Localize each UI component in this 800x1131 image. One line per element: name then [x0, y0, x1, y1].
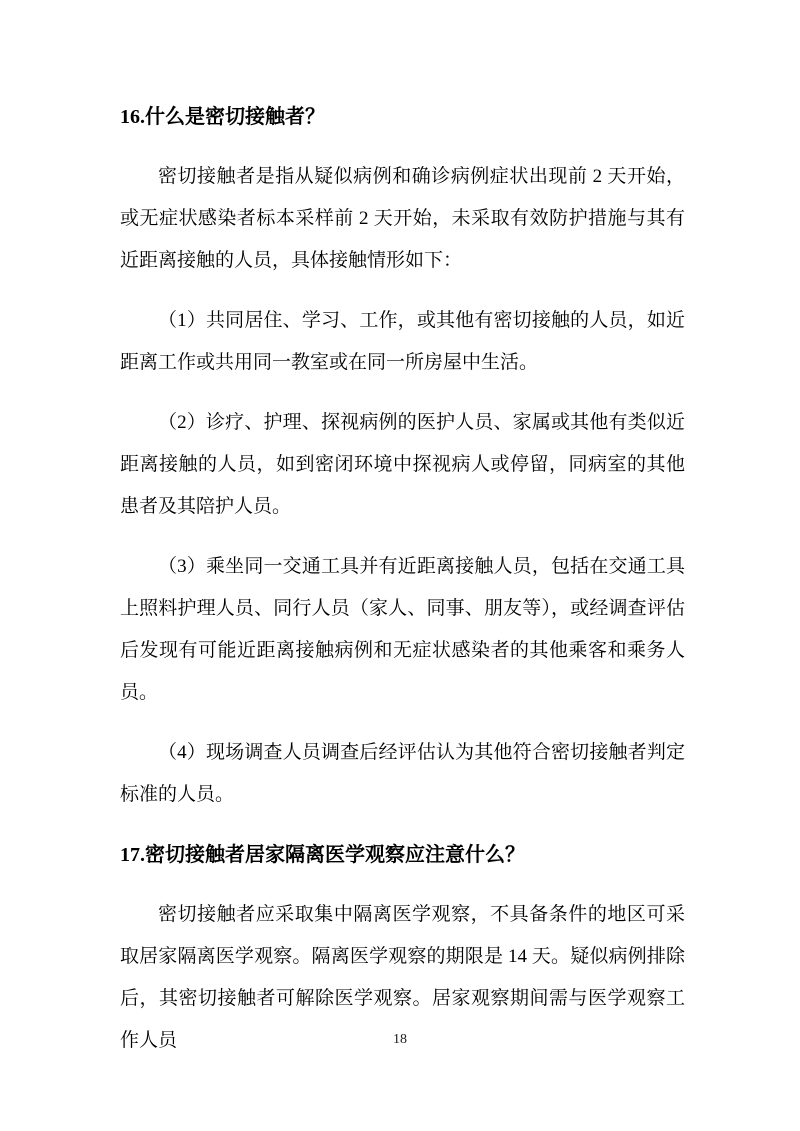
q16-item-1-paragraph: （1）共同居住、学习、工作，或其他有密切接触的人员，如近距离工作或共用同一教室或在同一所房屋中生活。 — [120, 310, 685, 373]
question-16-heading: 16.什么是密切接触者？ — [120, 106, 325, 128]
q16-item-3-paragraph: （3）乘坐同一交通工具并有近距离接触人员，包括在交通工具上照料护理人员、同行人员（家人、同事、朋友等），或经调查评估后发现有可能近距离接触病例和无症状感染者的其他乘客和乘务人员。 — [120, 556, 685, 703]
q16-intro-paragraph: 密切接触者是指从疑似病例和确诊病例症状出现前 2 天开始，或无症状感染者标本采样前 2 天开始，未采取有效防护措施与其有近距离接触的人员，具体接触情形如下： — [120, 166, 685, 271]
q16-item-4-paragraph: （4）现场调查人员调查后经评估认为其他符合密切接触者判定标准的人员。 — [120, 742, 685, 805]
q16-item-2-paragraph: （2）诊疗、护理、探视病例的医护人员、家属或其他有类似近距离接触的人员，如到密闭环境中探视病人或停留，同病室的其他患者及其陪护人员。 — [120, 412, 685, 517]
q17-intro-paragraph: 密切接触者应采取集中隔离医学观察，不具备条件的地区可采取居家隔离医学观察。隔离医学观察的期限是 14 天。疑似病例排除后，其密切接触者可解除医学观察。居家观察期间需与医学观察工作人员 — [120, 904, 685, 1051]
page-number: 18 — [393, 1032, 407, 1047]
question-17-heading: 17.密切接触者居家隔离医学观察应注意什么？ — [120, 844, 525, 866]
